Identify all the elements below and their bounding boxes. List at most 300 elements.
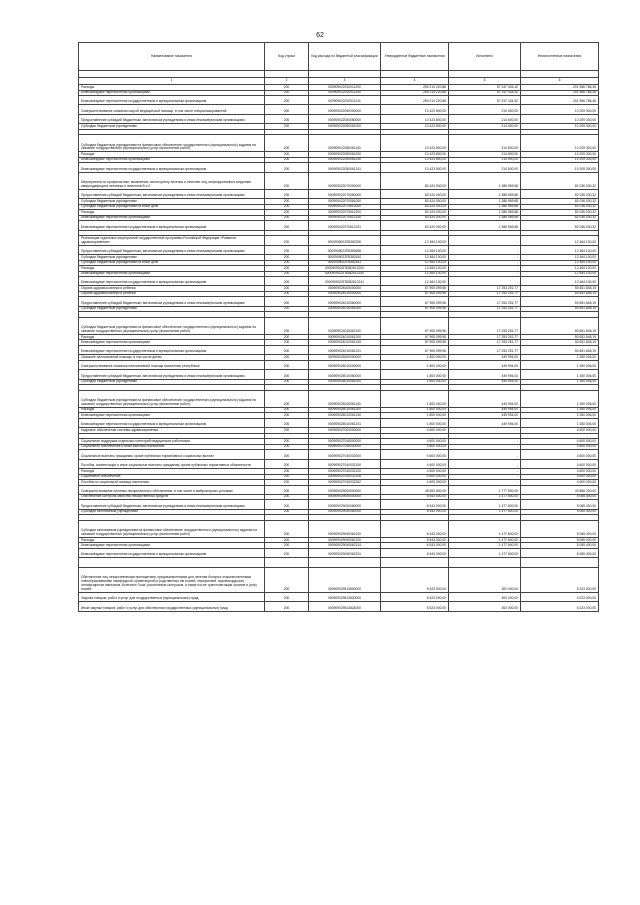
row-line-code: 200 [265,236,309,245]
row-unexecuted: 1 350 006,00 [521,370,599,379]
row-budget-code: 000909022070612200 [309,210,381,216]
row-budget-code: 000909029513800000 [309,567,381,592]
row-executed: 1 477 600,00 [449,494,521,500]
table-row [79,245,599,254]
row-approved: 67 905 099,96 [381,297,449,306]
row-unexecuted: 5 065 400,00 [521,509,599,515]
row-budget-code: 0000909022П5382612240 [309,271,381,277]
table-row [79,317,599,334]
row-unexecuted: 12 464 100,00 [521,266,599,272]
row-approved: 6 543 000,00 [381,548,449,557]
row-approved: 67 905 099,96 [381,334,449,340]
table-row [79,135,599,152]
row-executed: 300 000,00 [449,567,521,592]
row-name: Предоставление субсидий бюджетным, автономным учреждениям и иным некоммерческим организациям [79,297,265,306]
column-number-row [79,78,599,85]
row-budget-code: 000909024010061240 [309,340,381,346]
row-approved: 1 800 000,00 [381,390,449,407]
row-approved: 12 464 100,00 [381,236,449,245]
row-unexecuted: 201 966 786,46 [521,90,599,96]
row-approved: 83 424 000,00 [381,189,449,198]
row-approved: 10 423 800,00 [381,114,449,123]
row-line-code: 200 [265,210,309,216]
row-unexecuted: 12 464 100,00 [521,277,599,286]
row-unexecuted: 10 209 300,00 [521,152,599,158]
row-line-code: 200 [265,199,309,205]
row-unexecuted: 50 651 848,19 [521,345,599,354]
table-row [79,297,599,306]
row-approved: 259 214 220,88 [381,85,449,91]
row-approved: 5 523 000,00 [381,602,449,611]
row-name: Социальные выплаты гражданам, кроме публичных нормативных социальных выплат [79,450,265,459]
row-line-code: 200 [265,215,309,221]
row-line-code: 200 [265,157,309,163]
row-budget-code: 000909024010061241 [309,345,381,354]
row-executed: 1 386 969,68 [449,204,521,210]
row-unexecuted: 4 600 000,00 [521,480,599,486]
header-budget-code: Код расхода по бюджетной классификации [309,43,381,71]
row-line-code: 200 [265,291,309,297]
table-row [79,277,599,286]
row-unexecuted: 82 036 030,32 [521,215,599,221]
row-line-code: 200 [265,509,309,515]
row-line-code [265,558,309,567]
row-executed: 1 477 600,00 [449,500,521,509]
row-name: Субсидии бюджетным учреждениям на финансовое обеспечение государственного (муниципального) задания на оказание государственных (муниципальных) услуг (выполнение работ) [79,317,265,334]
row-name: Безвозмездные перечисления государственным и муниципальным организациям [79,277,265,286]
table-row [79,172,599,189]
row-name: Мероприятия по профилактике, выявлению, мониторингу лечения и лечению лиц, инфицированных вирусами иммунодефицита человека и гепатитов B и C [79,172,265,189]
row-budget-code: 000909026010000000 [309,360,381,369]
row-line-code: 200 [265,413,309,419]
row-name: Расходы [79,334,265,340]
table-row [79,390,599,407]
row-name: Расходы [79,407,265,413]
row-line-code: 200 [265,370,309,379]
row-budget-code: 000909029040062100 [309,520,381,537]
row-line-code: 200 [265,266,309,272]
row-approved: 67 905 099,96 [381,317,449,334]
row-unexecuted: 50 651 848,19 [521,334,599,340]
row-budget-code: 000909022070060000 [309,189,381,198]
row-name: Безвозмездные перечисления организациям [79,340,265,346]
row-name: Расходы [79,152,265,158]
row-budget-code [309,558,381,567]
row-name: Субсидии бюджетным учреждениям на иные цели [79,204,265,210]
row-name [79,558,265,567]
row-approved [381,558,449,567]
row-executed: - [449,245,521,254]
row-unexecuted: 82 036 030,32 [521,204,599,210]
column-number: 5 [449,78,521,85]
row-budget-code: 000909022070612240 [309,215,381,221]
row-unexecuted: 50 651 848,19 [521,317,599,334]
table-row [79,485,599,494]
row-approved: 83 424 000,00 [381,215,449,221]
row-line-code: 200 [265,494,309,500]
row-executed: 449 994,00 [449,418,521,427]
row-name: Безвозмездные перечисления государственным и муниципальным организациям [79,221,265,230]
row-executed: - [449,469,521,475]
row-line-code: 200 [265,255,309,261]
row-unexecuted: 4 600 000,00 [521,444,599,450]
header-indicator-name: Наименование показателя [79,43,265,71]
row-approved: 10 423 800,00 [381,105,449,114]
row-executed: 214 500,00 [449,135,521,152]
row-executed: - [449,277,521,286]
row-unexecuted: 5 223 000,00 [521,602,599,611]
row-approved: 67 905 099,96 [381,345,449,354]
column-number: 3 [309,78,381,85]
row-approved: 4 600 000,00 [381,450,449,459]
row-approved: 4 600 000,00 [381,459,449,468]
row-line-code: 200 [265,96,309,105]
row-line-code: 200 [265,602,309,611]
row-name: Охрана здоровья матери и ребенка [79,286,265,292]
row-executed: 449 994,00 [449,413,521,419]
row-budget-code: 0000909022П5382000 [309,236,381,245]
row-budget-code: 0000909022П5380600 [309,245,381,254]
row-name: Пособия по социальной помощи населению [79,480,265,486]
row-executed: 449 994,00 [449,355,521,361]
row-name: Субсидии бюджетным учреждениям [79,255,265,261]
row-name: Субсидии бюджетным учреждениям [79,199,265,205]
table-row [79,163,599,172]
row-executed: 57 247 434,42 [449,90,521,96]
row-name: Субсидии бюджетным учреждениям на иные цели [79,260,265,266]
row-line-code: 200 [265,204,309,210]
row-executed: 1 777 500,00 [449,485,521,494]
row-executed: 214 500,00 [449,124,521,130]
row-approved: 10 423 800,00 [381,152,449,158]
row-name: Социальная поддержка отдельных категорий медицинских работников [79,439,265,445]
row-line-code: 200 [265,537,309,543]
table-row [79,96,599,105]
row-name: Предоставление субсидий бюджетным, автономным учреждениям и иным некоммерческим организациям [79,189,265,198]
row-line-code: 200 [265,379,309,385]
row-line-code: 200 [265,428,309,434]
row-budget-code: 000909024010061100 [309,317,381,334]
row-approved: 45 653 500,00 [381,485,449,494]
row-approved: 1 800 000,00 [381,370,449,379]
row-name: Совершенствование оказания паллиативной помощи населению республики [79,360,265,369]
row-approved: 259 214 220,88 [381,90,449,96]
column-number: 4 [381,78,449,85]
row-unexecuted: 4 600 000,00 [521,439,599,445]
row-name: Социальное обеспечение [79,474,265,480]
row-line-code: 200 [265,286,309,292]
row-line-code: 200 [265,439,309,445]
row-budget-code: 000909029040000000 [309,494,381,500]
row-approved: 4 600 000,00 [381,480,449,486]
row-unexecuted: 1 350 006,00 [521,379,599,385]
row-line-code: 200 [265,152,309,158]
row-approved: 6 543 000,00 [381,543,449,549]
row-executed: - [449,474,521,480]
row-approved: 67 905 099,96 [381,286,449,292]
row-approved: 4 600 000,00 [381,428,449,434]
row-budget-code: 000909027040000000 [309,439,381,445]
row-executed: 1 386 969,68 [449,172,521,189]
row-name: Совершенствование оказания скорой медицинской помощи, в том числе специализированной [79,105,265,114]
header-spacer-row [79,71,599,78]
row-unexecuted: 201 966 786,46 [521,85,599,91]
row-unexecuted: 50 651 848,19 [521,291,599,297]
row-executed: 17 253 251,77 [449,334,521,340]
row-executed: 17 253 251,77 [449,306,521,312]
row-executed: 17 253 251,77 [449,297,521,306]
row-line-code: 200 [265,124,309,130]
row-name: Расходы [79,469,265,475]
row-name: Безвозмездные перечисления организациям [79,215,265,221]
row-executed: 1 386 969,68 [449,199,521,205]
row-unexecuted: 1 350 006,00 [521,418,599,427]
row-approved: 1 800 000,00 [381,379,449,385]
row-name: Реализация отдельных мероприятий государственной программы Российской Федерации «Развитие здравоохранения» [79,236,265,245]
row-unexecuted: 4 600 000,00 [521,469,599,475]
row-line-code: 200 [265,163,309,172]
row-name: Субсидии бюджетным учреждениям [79,379,265,385]
row-approved: 12 464 100,00 [381,260,449,266]
row-executed: 57 247 434,42 [449,85,521,91]
header-line-code: Код строки [265,43,309,71]
row-approved: 6 543 000,00 [381,520,449,537]
table-row [79,105,599,114]
row-executed: - [449,450,521,459]
row-executed: 17 253 251,77 [449,286,521,292]
row-line-code: 200 [265,520,309,537]
row-unexecuted: 1 350 006,00 [521,413,599,419]
table-row [79,221,599,230]
row-executed: - [449,271,521,277]
row-budget-code: 000909022050060000 [309,114,381,123]
row-budget-code: 000909029040062241 [309,548,381,557]
row-budget-code: 000909026010061240 [309,413,381,419]
row-executed: - [449,428,521,434]
row-name: Безвозмездные перечисления организациям [79,413,265,419]
table-header-row [79,43,599,71]
column-number: 2 [265,78,309,85]
row-budget-code: 000909022010011240 [309,90,381,96]
row-budget-code: 000909029040060000 [309,500,381,509]
row-unexecuted: 5 065 400,00 [521,543,599,549]
row-executed: 1 386 969,68 [449,215,521,221]
column-number: 1 [79,78,265,85]
header-executed: Исполнено [449,43,521,71]
row-unexecuted: 5 223 000,00 [521,592,599,601]
row-executed: 1 477 600,00 [449,537,521,543]
row-approved: 5 523 000,00 [381,567,449,592]
row-unexecuted: 4 600 000,00 [521,428,599,434]
row-unexecuted: 12 464 100,00 [521,236,599,245]
row-executed: 214 500,00 [449,163,521,172]
row-line-code: 200 [265,114,309,123]
row-unexecuted: 10 209 300,00 [521,135,599,152]
row-budget-code: 000909022050061241 [309,163,381,172]
row-name: Безвозмездные перечисления государственным и муниципальным организациям [79,345,265,354]
row-budget-code: 000909022050061200 [309,152,381,158]
row-budget-code: 0000909022П5382610 [309,255,381,261]
row-approved: 83 424 000,00 [381,199,449,205]
row-name: Субсидии автономным учреждениям на финансовое обеспечение государственного (муниципального) задания на оказание государственных (муниципальных) услуг (выполнение работ) [79,520,265,537]
row-unexecuted: 82 036 030,32 [521,199,599,205]
row-budget-code: 000909022050061100 [309,135,381,152]
row-approved: 1 800 000,00 [381,418,449,427]
row-line-code: 200 [265,567,309,592]
row-unexecuted: 10 209 300,00 [521,124,599,130]
row-executed: - [449,266,521,272]
row-approved: 12 464 100,00 [381,245,449,254]
row-executed: - [449,255,521,261]
row-approved: 12 464 100,00 [381,271,449,277]
row-unexecuted: 82 036 030,32 [521,189,599,198]
row-executed [449,558,521,567]
table-row [79,370,599,379]
row-budget-code: 000909027040032262 [309,480,381,486]
row-line-code: 200 [265,334,309,340]
table-row [79,520,599,537]
row-line-code: 200 [265,459,309,468]
row-budget-code: 000909029513824000 [309,602,381,611]
row-line-code: 200 [265,306,309,312]
row-unexecuted: 4 600 000,00 [521,474,599,480]
row-executed: 1 386 969,68 [449,189,521,198]
row-line-code: 200 [265,360,309,369]
row-executed: 449 994,00 [449,370,521,379]
row-line-code: 200 [265,450,309,459]
row-budget-code: 000909024010060000 [309,297,381,306]
row-executed: 214 500,00 [449,105,521,114]
row-budget-code: 000909026010061241 [309,418,381,427]
row-name: Предоставление субсидий бюджетным, автономным учреждениям и иным некоммерческим организациям [79,370,265,379]
row-budget-code: 000909026000000000 [309,355,381,361]
row-budget-code: 000909022010011241 [309,96,381,105]
row-name: Расходы [79,266,265,272]
row-approved: 1 800 000,00 [381,360,449,369]
row-budget-code: 000909024010000000 [309,291,381,297]
row-approved: 67 905 099,96 [381,306,449,312]
row-approved: 10 423 800,00 [381,163,449,172]
row-budget-code: 000909029040062000 [309,509,381,515]
row-executed: - [449,480,521,486]
row-name: Субсидии бюджетным учреждениям на финансовое обеспечение государственного (муниципального) задания на оказание государственных (муниципальных) услуг (выполнение работ) [79,135,265,152]
row-unexecuted: 82 036 030,32 [521,172,599,189]
row-executed: 449 994,00 [449,360,521,369]
row-unexecuted: 43 886 200,00 [521,485,599,494]
row-budget-code: 000909029040062124 [309,543,381,549]
row-unexecuted: 12 464 100,00 [521,271,599,277]
row-line-code: 200 [265,260,309,266]
row-executed: 1 477 600,00 [449,548,521,557]
row-line-code: 200 [265,85,309,91]
row-name: Пособия, компенсации и иные социальные выплаты гражданам, кроме публичных нормативных обязательств [79,459,265,468]
row-executed: 1 386 969,68 [449,210,521,216]
row-executed: 17 253 251,77 [449,340,521,346]
table-row [79,345,599,354]
row-unexecuted: 4 600 000,00 [521,450,599,459]
row-approved: 1 800 000,00 [381,355,449,361]
row-line-code: 200 [265,390,309,407]
row-approved: 10 423 800,00 [381,135,449,152]
row-name: Охрана здоровья матери и ребенка [79,291,265,297]
row-budget-code: 000909026010061000 [309,379,381,385]
row-unexecuted: 12 464 100,00 [521,260,599,266]
table-row [79,548,599,557]
row-line-code: 200 [265,592,309,601]
row-line-code: 200 [265,345,309,354]
row-executed: 1 386 969,68 [449,221,521,230]
row-line-code: 200 [265,444,309,450]
row-budget-code: 000909027040030000 [309,444,381,450]
row-executed: - [449,439,521,445]
row-approved: 4 600 000,00 [381,474,449,480]
row-approved: 83 424 000,00 [381,210,449,216]
row-unexecuted: 5 065 400,00 [521,500,599,509]
row-line-code: 200 [265,407,309,413]
row-name: Совершенствование системы лекарственного обеспечения, в том числе в амбулаторных условиях [79,485,265,494]
row-unexecuted: 5 065 400,00 [521,494,599,500]
row-line-code: 200 [265,340,309,346]
row-budget-code: 000909027040032100 [309,459,381,468]
row-executed: - [449,459,521,468]
row-unexecuted: 5 065 400,00 [521,537,599,543]
row-approved: 67 905 099,96 [381,291,449,297]
row-budget-code: 000909024000000000 [309,286,381,292]
row-name: Безвозмездные перечисления государственным и муниципальным организациям [79,418,265,427]
row-executed: 449 994,00 [449,407,521,413]
header-approved: Утвержденные бюджетные назначения [381,43,449,71]
row-unexecuted: 1 350 006,00 [521,407,599,413]
row-name: Субсидии бюджетным учреждениям [79,124,265,130]
row-unexecuted: 5 065 400,00 [521,548,599,557]
row-line-code: 200 [265,189,309,198]
row-line-code: 200 [265,543,309,549]
row-approved: 1 800 000,00 [381,407,449,413]
row-unexecuted: 12 464 100,00 [521,255,599,261]
row-executed: - [449,260,521,266]
row-unexecuted: 50 651 848,19 [521,286,599,292]
row-executed: 214 500,00 [449,157,521,163]
row-line-code: 200 [265,277,309,286]
row-budget-code: 000909027040032000 [309,450,381,459]
row-executed: 1 477 600,00 [449,543,521,549]
row-approved: 83 424 000,00 [381,204,449,210]
row-line-code: 200 [265,500,309,509]
row-budget-code: 0000909022П5382612 [309,260,381,266]
header-unexecuted: Неисполненные назначения [521,43,599,71]
row-executed: 1 477 600,00 [449,509,521,515]
row-name: Оказание паллиативной помощи, в том числе детям [79,355,265,361]
row-name: Субсидии автономным учреждениям [79,509,265,515]
row-approved: 5 523 000,00 [381,592,449,601]
row-line-code: 200 [265,105,309,114]
row-executed: 17 253 251,77 [449,317,521,334]
row-budget-code: 000909024010061000 [309,306,381,312]
row-line-code: 200 [265,485,309,494]
row-executed: 1 477 600,00 [449,520,521,537]
row-approved: 1 800 000,00 [381,413,449,419]
row-budget-code: 0000909022П5382612241 [309,277,381,286]
row-executed: 214 500,00 [449,152,521,158]
row-approved: 83 424 000,00 [381,221,449,230]
row-unexecuted: 1 350 006,00 [521,390,599,407]
row-line-code: 200 [265,172,309,189]
table-row [79,558,599,567]
row-executed: 449 994,00 [449,390,521,407]
row-budget-code: 000909022070000000 [309,172,381,189]
row-line-code: 200 [265,245,309,254]
row-approved: 83 424 000,00 [381,172,449,189]
